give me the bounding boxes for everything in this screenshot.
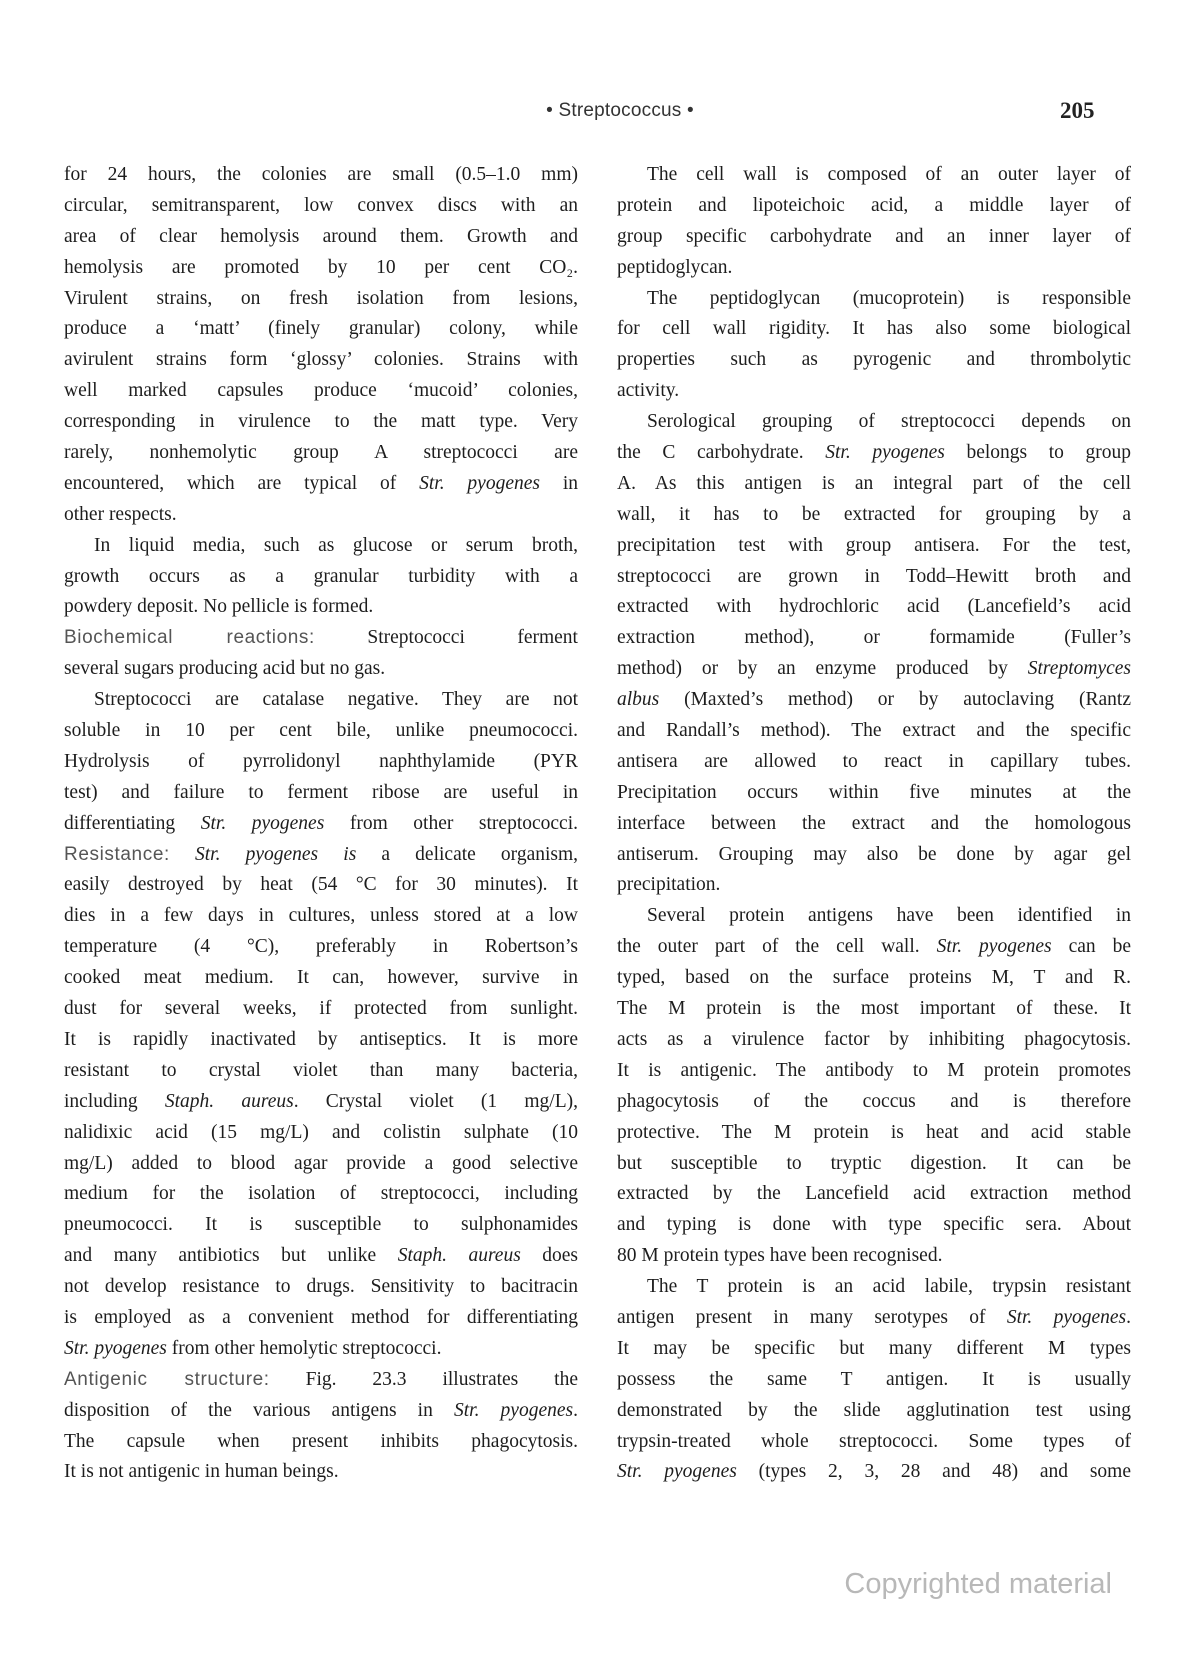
section-heading-biochemical: Biochemical reactions: Streptococci ferment <box>64 627 578 649</box>
text-line: test) and failure to ferment ribose are useful in <box>64 781 578 803</box>
text-line: Virulent strains, on fresh isolation from lesions, <box>64 287 578 309</box>
text-line: differentiating Str. pyogenes from other streptococci. <box>64 812 578 834</box>
text-line: Streptococci are catalase negative. They are not <box>94 689 578 711</box>
text-line: circular, semitransparent, low convex discs with an <box>64 194 578 216</box>
running-title: • Streptococcus • <box>546 100 694 121</box>
text-line: produce a ‘matt’ (finely granular) colony, while <box>64 318 578 340</box>
text-line: resistant to crystal violet than many bacteria, <box>64 1059 578 1081</box>
text-line: the outer part of the cell wall. Str. pyogenes can be <box>617 936 1131 958</box>
text-line: possess the same T antigen. It is usually <box>617 1368 1131 1390</box>
text-line: encountered, which are typical of Str. pyogenes in <box>64 472 578 494</box>
text-line: It may be specific but many different M types <box>617 1337 1131 1359</box>
text-line: antiserum. Grouping may also be done by agar gel <box>617 843 1131 865</box>
copyright-watermark: Copyrighted material <box>844 1568 1112 1600</box>
text-line: typed, based on the surface proteins M, T and R. <box>617 967 1131 989</box>
text-line: trypsin-treated whole streptococci. Some types of <box>617 1430 1131 1452</box>
section-heading-antigenic: Antigenic structure: Fig. 23.3 illustrates the <box>64 1368 579 1390</box>
text-line: corresponding in virulence to the matt type. Very <box>64 411 578 433</box>
text-line: acts as a virulence factor by inhibiting phagocytosis. <box>617 1028 1131 1050</box>
text-line: mg/L) added to blood agar provide a good selective <box>64 1152 578 1174</box>
text-line: protein and lipoteichoic acid, a middle layer of <box>617 194 1131 216</box>
text-line: Serological grouping of streptococci depends on <box>647 411 1131 433</box>
text-line: and many antibiotics but unlike Staph. aureus does <box>64 1245 579 1267</box>
text-line: Hydrolysis of pyrrolidonyl naphthylamide (PYR <box>64 750 578 772</box>
text-line: powdery deposit. No pellicle is formed. <box>64 596 374 618</box>
text-line: pneumococci. It is susceptible to sulphonamides <box>64 1214 578 1236</box>
text-line: The M protein is the most important of these. It <box>617 998 1131 1020</box>
text-line: In liquid media, such as glucose or serum broth, <box>94 534 578 556</box>
text-line: The capsule when present inhibits phagocytosis. <box>64 1430 578 1452</box>
text-line: antisera are allowed to react in capillary tubes. <box>617 750 1131 772</box>
text-line: A. As this antigen is an integral part of the cell <box>617 472 1131 494</box>
text-line: including Staph. aureus. Crystal violet (1 mg/L), <box>64 1090 578 1112</box>
text-line: group specific carbohydrate and an inner layer of <box>617 225 1131 247</box>
text-line: not develop resistance to drugs. Sensitivity to bacitracin <box>64 1276 578 1298</box>
text-line: streptococci are grown in Todd–Hewitt broth and <box>617 565 1131 587</box>
text-line: antigen present in many serotypes of Str. pyogenes. <box>617 1306 1131 1328</box>
text-line: phagocytosis of the coccus and is therefore <box>617 1090 1131 1112</box>
text-line: growth occurs as a granular turbidity with a <box>64 565 578 587</box>
text-line: several sugars producing acid but no gas. <box>64 658 386 680</box>
text-line: and typing is done with type specific sera. About <box>617 1214 1131 1236</box>
text-line: easily destroyed by heat (54 °C for 30 minutes). It <box>64 874 578 896</box>
text-line: extracted with hydrochloric acid (Lancefield’s acid <box>617 596 1131 618</box>
text-line: dust for several weeks, if protected from sunlight. <box>64 998 578 1020</box>
text-line: peptidoglycan. <box>617 256 733 278</box>
text-line: Str. pyogenes (types 2, 3, 28 and 48) and some <box>617 1461 1131 1483</box>
text-line: It is not antigenic in human beings. <box>64 1461 339 1483</box>
text-line: wall, it has to be extracted for grouping by a <box>617 503 1131 525</box>
text-line: cooked meat medium. It can, however, survive in <box>64 967 578 989</box>
text-line: albus (Maxted’s method) or by autoclaving (Rantz <box>617 689 1131 711</box>
text-line: for 24 hours, the colonies are small (0.5–1.0 mm) <box>64 164 578 185</box>
text-line: but susceptible to tryptic digestion. It can be <box>617 1152 1131 1174</box>
text-line: extracted by the Lancefield acid extraction method <box>617 1183 1131 1205</box>
text-line: and Randall’s method). The extract and the specific <box>617 720 1131 742</box>
text-line: for cell wall rigidity. It has also some biological <box>617 318 1131 340</box>
text-line: interface between the extract and the homologous <box>617 812 1131 834</box>
text-line: disposition of the various antigens in Str. pyogenes. <box>64 1399 578 1421</box>
text-line: Str. pyogenes from other hemolytic streptococci. <box>64 1337 442 1359</box>
text-line: protective. The M protein is heat and acid stable <box>617 1121 1131 1143</box>
text-line: It is antigenic. The antibody to M protein promotes <box>617 1059 1131 1081</box>
text-line: The cell wall is composed of an outer layer of <box>647 164 1131 185</box>
text-line: The peptidoglycan (mucoprotein) is responsible <box>647 287 1131 309</box>
text-line: method) or by an enzyme produced by Streptomyces <box>617 658 1131 680</box>
left-column <box>64 160 578 1488</box>
text-line: the C carbohydrate. Str. pyogenes belongs to group <box>617 442 1131 464</box>
text-line: hemolysis are promoted by 10 per cent CO₂. <box>64 256 578 278</box>
text-line: The T protein is an acid labile, trypsin resistant <box>647 1276 1131 1298</box>
text-line: activity. <box>617 380 680 402</box>
text-line: area of clear hemolysis around them. Growth and <box>64 225 578 247</box>
text-line: precipitation test with group antisera. For the test, <box>617 534 1131 556</box>
text-line: medium for the isolation of streptococci, including <box>64 1183 578 1205</box>
text-line: other respects. <box>64 503 177 525</box>
text-line: rarely, nonhemolytic group A streptococci are <box>64 442 578 464</box>
text-line: temperature (4 °C), preferably in Robertson’s <box>64 936 578 958</box>
text-line: properties such as pyrogenic and thrombolytic <box>617 349 1131 371</box>
text-line: It is rapidly inactivated by antiseptics. It is more <box>64 1028 578 1050</box>
page-number: 205 <box>1060 98 1095 123</box>
text-line: demonstrated by the slide agglutination test using <box>617 1399 1131 1421</box>
text-line: dies in a few days in cultures, unless stored at a low <box>64 905 578 927</box>
text-line: well marked capsules produce ‘mucoid’ colonies, <box>64 380 578 402</box>
text-line: Several protein antigens have been identified in <box>647 905 1131 927</box>
text-line: nalidixic acid (15 mg/L) and colistin sulphate (10 <box>64 1121 578 1143</box>
section-heading-resistance: Resistance: Str. pyogenes is a delicate organism, <box>64 843 579 865</box>
text-line: soluble in 10 per cent bile, unlike pneumococci. <box>64 720 578 742</box>
text-line: precipitation. <box>617 874 721 896</box>
running-header <box>0 98 1200 128</box>
text-line: Precipitation occurs within five minutes at the <box>617 781 1131 803</box>
text-line: is employed as a convenient method for differentiating <box>64 1306 578 1328</box>
text-line: extraction method), or formamide (Fuller’s <box>617 627 1131 649</box>
text-line: 80 M protein types have been recognised. <box>617 1245 943 1267</box>
right-column <box>617 160 1131 1488</box>
text-line: avirulent strains form ‘glossy’ colonies. Strains with <box>64 349 578 371</box>
